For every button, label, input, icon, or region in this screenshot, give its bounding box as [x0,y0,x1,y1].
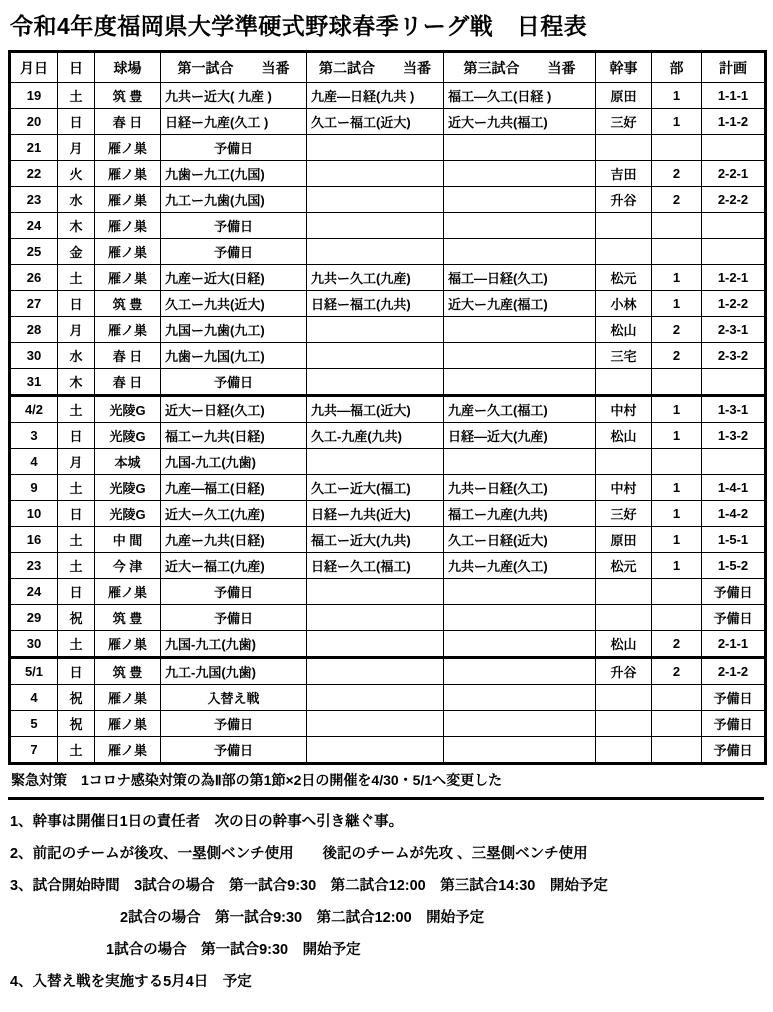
table-row [10,187,766,213]
cell-plan [702,369,766,396]
cell-division: 1 [652,553,702,579]
cell-game1: 入替え戦 [161,685,307,711]
cell-game2 [307,605,444,631]
cell-game3 [444,343,596,369]
cell-game2: 九産—日経(九共 ) [307,83,444,109]
cell-game2: 福工ー近大(九共) [307,527,444,553]
cell-game2: 日経ー久工(福工) [307,553,444,579]
cell-game1: 九国-九工(九歯) [161,449,307,475]
cell-date: 9 [10,475,58,501]
cell-division: 2 [652,631,702,658]
cell-plan: 1-4-2 [702,501,766,527]
cell-venue: 雁ノ巣 [95,135,161,161]
cell-game2 [307,449,444,475]
cell-plan: 1-2-1 [702,265,766,291]
cell-date: 4/2 [10,396,58,423]
cell-date: 10 [10,501,58,527]
cell-game3 [444,187,596,213]
table-row [10,369,766,396]
cell-game2 [307,631,444,658]
table-row [10,553,766,579]
cell-venue: 雁ノ巣 [95,631,161,658]
cell-game1: 九歯ー九工(九国) [161,161,307,187]
cell-day: 火 [58,161,95,187]
cell-venue: 雁ノ巣 [95,711,161,737]
cell-game3 [444,317,596,343]
cell-day: 土 [58,83,95,109]
cell-plan [702,239,766,265]
cell-day: 日 [58,579,95,605]
cell-game1: 九共ー近大( 九産 ) [161,83,307,109]
cell-game3 [444,658,596,685]
cell-date: 29 [10,605,58,631]
cell-division [652,213,702,239]
page-title: 令和4年度福岡県大学準硬式野球春季リーグ戦 日程表 [10,13,588,39]
cell-plan: 予備日 [702,685,766,711]
header-row [10,52,766,83]
cell-manager [596,449,652,475]
cell-manager [596,135,652,161]
header-cell: 部 [652,52,702,83]
header-cell: 球場 [95,52,161,83]
table-row [10,317,766,343]
cell-plan: 2-2-1 [702,161,766,187]
cell-plan: 予備日 [702,737,766,764]
table-row [10,161,766,187]
cell-division [652,135,702,161]
cell-venue: 春 日 [95,343,161,369]
cell-date: 24 [10,579,58,605]
cell-game1: 予備日 [161,213,307,239]
cell-game1: 九工ー九歯(九国) [161,187,307,213]
cell-venue: 中 間 [95,527,161,553]
cell-manager: 升谷 [596,658,652,685]
cell-division [652,579,702,605]
cell-date: 4 [10,449,58,475]
table-row [10,527,766,553]
cell-manager: 三好 [596,109,652,135]
cell-plan: 2-1-1 [702,631,766,658]
cell-date: 23 [10,187,58,213]
header-cell: 第一試合 当番 [161,52,307,83]
cell-division: 1 [652,291,702,317]
cell-manager [596,605,652,631]
cell-manager: 松山 [596,317,652,343]
cell-game3: 近大ー九共(福工) [444,109,596,135]
cell-venue: 雁ノ巣 [95,737,161,764]
cell-day: 日 [58,109,95,135]
cell-game3 [444,161,596,187]
cell-game2 [307,579,444,605]
table-row [10,239,766,265]
cell-plan: 1-3-1 [702,396,766,423]
cell-game3 [444,711,596,737]
cell-day: 月 [58,135,95,161]
table-row [10,631,766,658]
cell-division [652,711,702,737]
cell-manager [596,579,652,605]
cell-day: 日 [58,291,95,317]
cell-venue: 光陵G [95,396,161,423]
table-row [10,213,766,239]
cell-manager: 小林 [596,291,652,317]
cell-date: 19 [10,83,58,109]
cell-game2: 日経ー福工(九共) [307,291,444,317]
cell-division: 2 [652,317,702,343]
cell-day: 日 [58,423,95,449]
cell-date: 30 [10,343,58,369]
cell-date: 24 [10,213,58,239]
cell-game1: 予備日 [161,239,307,265]
cell-manager: 原田 [596,83,652,109]
cell-day: 土 [58,265,95,291]
cell-game1: 予備日 [161,135,307,161]
cell-game1: 予備日 [161,737,307,764]
cell-game3: 九共ー日経(久工) [444,475,596,501]
cell-day: 祝 [58,711,95,737]
cell-game1: 近大ー日経(久工) [161,396,307,423]
cell-venue: 雁ノ巣 [95,161,161,187]
cell-day: 水 [58,187,95,213]
cell-venue: 雁ノ巣 [95,213,161,239]
cell-game1: 九産—福工(日経) [161,475,307,501]
cell-date: 16 [10,527,58,553]
cell-manager: 松元 [596,553,652,579]
cell-game2 [307,161,444,187]
cell-division [652,737,702,764]
schedule-table [8,50,767,765]
cell-manager [596,369,652,396]
cell-manager: 松元 [596,265,652,291]
cell-game2 [307,658,444,685]
cell-plan: 2-3-2 [702,343,766,369]
cell-venue: 筑 豊 [95,83,161,109]
cell-game2 [307,239,444,265]
cell-day: 土 [58,631,95,658]
cell-division: 2 [652,187,702,213]
cell-manager [596,737,652,764]
cell-day: 水 [58,343,95,369]
cell-game2 [307,711,444,737]
cell-game2 [307,317,444,343]
cell-day: 日 [58,501,95,527]
table-row [10,685,766,711]
cell-venue: 今 津 [95,553,161,579]
cell-game1: 予備日 [161,605,307,631]
cell-venue: 本城 [95,449,161,475]
cell-venue: 雁ノ巣 [95,317,161,343]
cell-division: 1 [652,475,702,501]
cell-game2 [307,187,444,213]
table-row [10,423,766,449]
cell-game3 [444,579,596,605]
note-line: 3、試合開始時間 3試合の場合 第一試合9:30 第二試合12:00 第三試合14:30 開始予定 [10,878,608,894]
cell-manager: 中村 [596,475,652,501]
cell-manager: 中村 [596,396,652,423]
cell-game2 [307,343,444,369]
cell-manager: 松山 [596,631,652,658]
notes-list [8,810,765,991]
cell-plan: 1-5-2 [702,553,766,579]
cell-game3 [444,449,596,475]
cell-date: 26 [10,265,58,291]
cell-date: 22 [10,161,58,187]
cell-game1: 九国-九工(九歯) [161,631,307,658]
note-line: 4、入替え戦を実施する5月4日 予定 [10,974,252,990]
cell-plan: 2-3-1 [702,317,766,343]
header-cell: 月日 [10,52,58,83]
note-line: 2試合の場合 第一試合9:30 第二試合12:00 開始予定 [120,910,485,926]
cell-plan: 1-4-1 [702,475,766,501]
cell-division [652,685,702,711]
table-row [10,83,766,109]
cell-manager: 三宅 [596,343,652,369]
cell-venue: 光陵G [95,423,161,449]
cell-venue: 雁ノ巣 [95,265,161,291]
cell-venue: 春 日 [95,369,161,396]
cell-date: 3 [10,423,58,449]
cell-date: 20 [10,109,58,135]
cell-division: 2 [652,658,702,685]
cell-game2: 九共—福工(近大) [307,396,444,423]
cell-game3: 福工ー九産(九共) [444,501,596,527]
cell-plan: 1-1-2 [702,109,766,135]
cell-date: 4 [10,685,58,711]
cell-venue: 雁ノ巣 [95,239,161,265]
cell-division: 2 [652,161,702,187]
cell-plan: 1-3-2 [702,423,766,449]
cell-day: 日 [58,658,95,685]
cell-game1: 九歯ー九国(九工) [161,343,307,369]
cell-date: 30 [10,631,58,658]
cell-date: 21 [10,135,58,161]
table-row [10,343,766,369]
cell-venue: 筑 豊 [95,658,161,685]
cell-date: 31 [10,369,58,396]
header-cell: 第二試合 当番 [307,52,444,83]
cell-game3 [444,213,596,239]
cell-plan: 1-5-1 [702,527,766,553]
cell-date: 27 [10,291,58,317]
cell-game3: 九産ー久工(福工) [444,396,596,423]
cell-date: 25 [10,239,58,265]
cell-game3: 九共ー九産(久工) [444,553,596,579]
cell-game1: 九国ー九歯(九工) [161,317,307,343]
cell-manager [596,213,652,239]
cell-date: 23 [10,553,58,579]
cell-game1: 久工ー九共(近大) [161,291,307,317]
cell-manager: 三好 [596,501,652,527]
cell-division [652,239,702,265]
cell-manager: 原田 [596,527,652,553]
cell-game2 [307,135,444,161]
cell-manager [596,711,652,737]
table-row [10,475,766,501]
cell-plan [702,213,766,239]
cell-game3 [444,605,596,631]
cell-game1: 九工-九国(九歯) [161,658,307,685]
header-cell: 幹事 [596,52,652,83]
cell-venue: 雁ノ巣 [95,685,161,711]
table-row [10,711,766,737]
cell-game1: 近大ー久工(九産) [161,501,307,527]
cell-manager [596,239,652,265]
cell-game3 [444,239,596,265]
cell-manager: 吉田 [596,161,652,187]
cell-game2: 久工ー福工(近大) [307,109,444,135]
cell-venue: 筑 豊 [95,291,161,317]
cell-division [652,449,702,475]
cell-day: 土 [58,475,95,501]
cell-division: 1 [652,527,702,553]
cell-plan [702,449,766,475]
cell-game3: 近大ー九産(福工) [444,291,596,317]
cell-game3: 久工ー日経(近大) [444,527,596,553]
cell-day: 土 [58,527,95,553]
cell-day: 土 [58,396,95,423]
cell-day: 祝 [58,605,95,631]
cell-game1: 九産ー九共(日経) [161,527,307,553]
cell-game3: 福工—日経(久工) [444,265,596,291]
cell-division [652,605,702,631]
cell-date: 28 [10,317,58,343]
table-row [10,291,766,317]
cell-plan [702,135,766,161]
table-row [10,109,766,135]
cell-plan: 予備日 [702,711,766,737]
header-cell: 計画 [702,52,766,83]
cell-day: 祝 [58,685,95,711]
cell-plan: 2-1-2 [702,658,766,685]
cell-game2: 日経ー九共(近大) [307,501,444,527]
cell-plan: 1-1-1 [702,83,766,109]
cell-game1: 近大ー福工(九産) [161,553,307,579]
cell-game1: 日経ー九産(久工 ) [161,109,307,135]
cell-game3: 日経—近大(九産) [444,423,596,449]
cell-game1: 予備日 [161,579,307,605]
cell-division: 2 [652,343,702,369]
cell-date: 5/1 [10,658,58,685]
table-row [10,501,766,527]
cell-day: 木 [58,213,95,239]
cell-venue: 筑 豊 [95,605,161,631]
table-row [10,737,766,764]
cell-day: 土 [58,737,95,764]
cell-manager: 松山 [596,423,652,449]
cell-date: 5 [10,711,58,737]
table-row [10,449,766,475]
cell-game1: 九産ー近大(日経) [161,265,307,291]
cell-division: 1 [652,423,702,449]
cell-game1: 予備日 [161,711,307,737]
table-row [10,135,766,161]
cell-game2 [307,369,444,396]
cell-game3 [444,685,596,711]
cell-date: 7 [10,737,58,764]
cell-game3 [444,135,596,161]
cell-division [652,369,702,396]
table-row [10,579,766,605]
cell-game3 [444,737,596,764]
cell-manager [596,685,652,711]
cell-day: 月 [58,317,95,343]
cell-division: 1 [652,396,702,423]
cell-division: 1 [652,501,702,527]
cell-day: 土 [58,553,95,579]
cell-division: 1 [652,265,702,291]
cell-division: 1 [652,109,702,135]
header-cell: 第三試合 当番 [444,52,596,83]
cell-game2 [307,213,444,239]
cell-game3 [444,369,596,396]
table-row [10,605,766,631]
header-cell: 日 [58,52,95,83]
cell-venue: 雁ノ巣 [95,579,161,605]
cell-manager: 升谷 [596,187,652,213]
cell-plan: 2-2-2 [702,187,766,213]
cell-game2 [307,685,444,711]
cell-day: 木 [58,369,95,396]
note-line: 1試合の場合 第一試合9:30 開始予定 [106,942,361,958]
cell-game2 [307,737,444,764]
cell-game3: 福工—久工(日経 ) [444,83,596,109]
cell-day: 金 [58,239,95,265]
cell-venue: 光陵G [95,501,161,527]
cell-plan: 1-2-2 [702,291,766,317]
note-line: 1、幹事は開催日1日の責任者 次の日の幹事へ引き継ぐ事。 [10,814,404,830]
cell-game3 [444,631,596,658]
cell-game1: 福工ー九共(日経) [161,423,307,449]
cell-game2: 久工-九産(九共) [307,423,444,449]
cell-venue: 雁ノ巣 [95,187,161,213]
note-line: 2、前記のチームが後攻、一塁側ベンチ使用 後記のチームが先攻 、三塁側ベンチ使用 [10,846,588,862]
cell-game1: 予備日 [161,369,307,396]
cell-plan: 予備日 [702,579,766,605]
cell-game2: 九共ー久工(九産) [307,265,444,291]
cell-day: 月 [58,449,95,475]
cell-division: 1 [652,83,702,109]
cell-venue: 光陵G [95,475,161,501]
cell-game2: 久工ー近大(福工) [307,475,444,501]
table-row [10,265,766,291]
table-row [10,658,766,685]
table-row [10,396,766,423]
cell-plan: 予備日 [702,605,766,631]
cell-venue: 春 日 [95,109,161,135]
emergency-note: 緊急対策 1コロナ感染対策の為Ⅱ部の第1節×2日の開催を4/30・5/1へ変更した [8,765,764,800]
schedule-body [10,83,766,764]
